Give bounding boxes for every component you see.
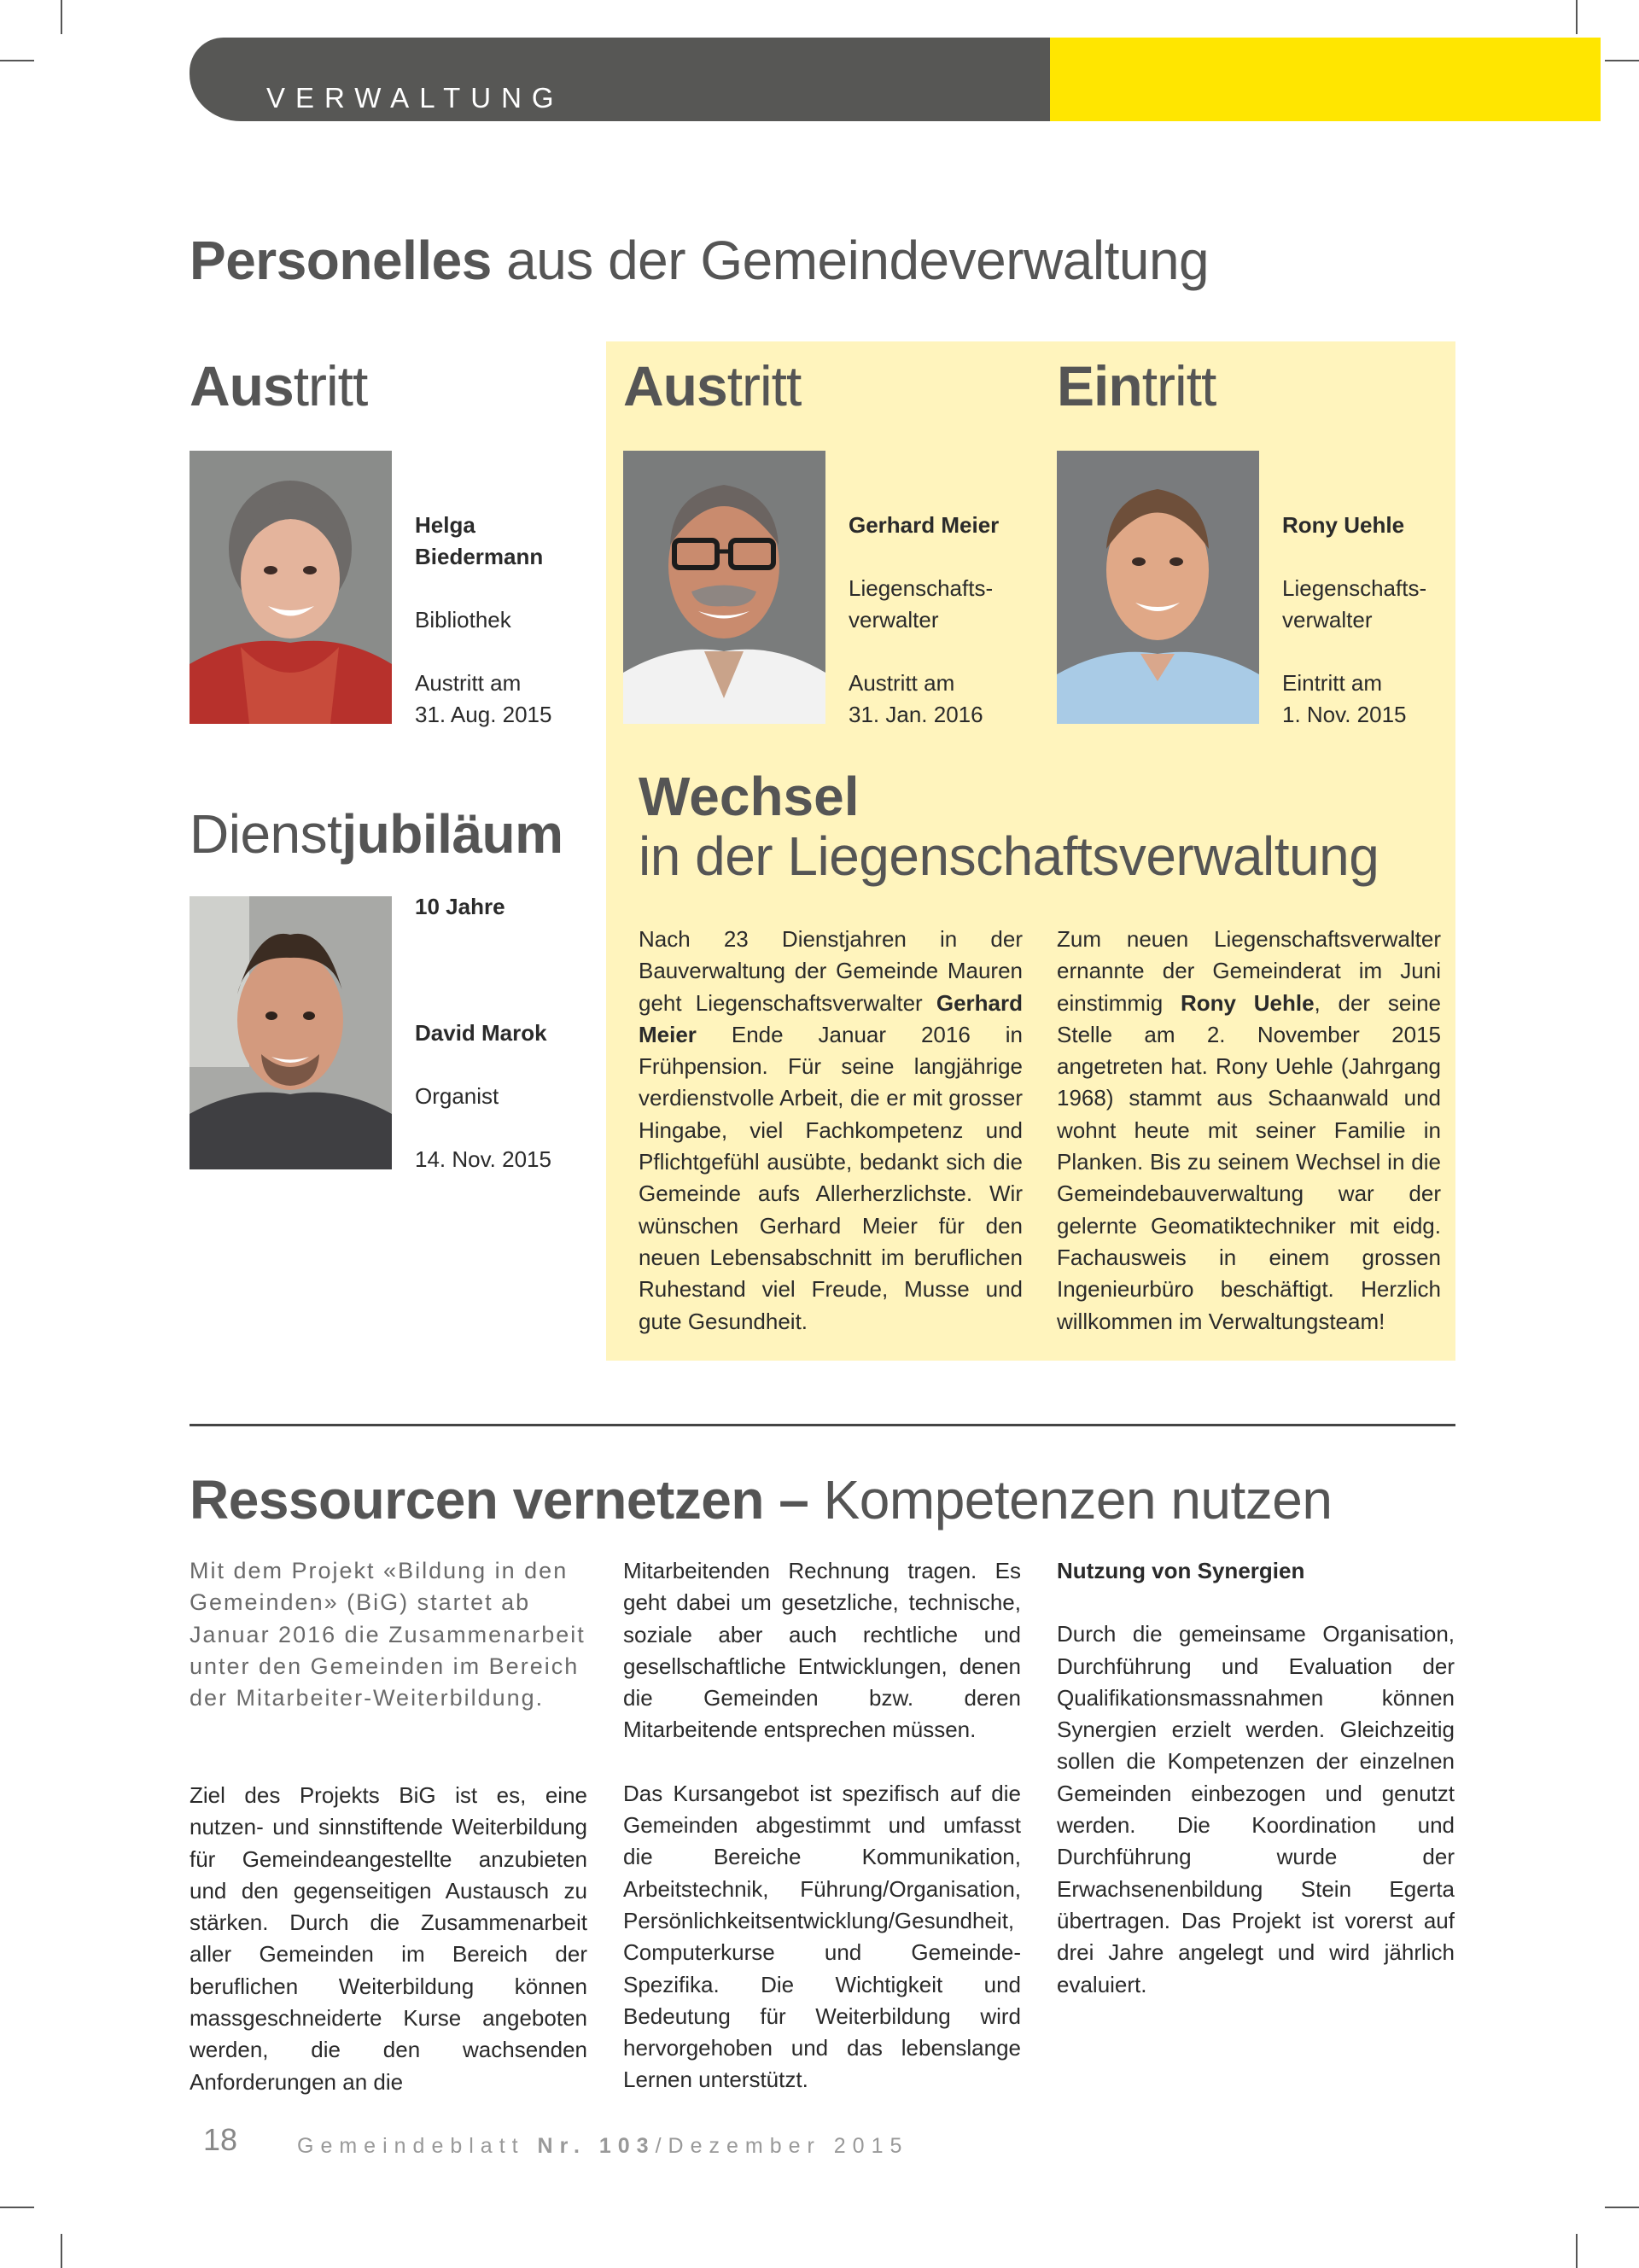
ressourcen-lead: Mit dem Projekt «Bildung in den Gemeinden» (BiG) startet ab Januar 2016 die Zusammenarbeit unter den Gemeinden im Bereich der Mitarbeiter-Weiterbildung.	[190, 1558, 586, 1711]
jubilee-role: Organist	[415, 1083, 499, 1109]
ressourcen-col1: Ziel des Projekts BiG ist es, eine nutzen- und sinnstiftende Weiterbildung für Gemeindeangestellte anzubieten und den gegenseitigen Austausch zu stärken. Durch die Zusammenarbeit aller Gemeinden im Bereich der beruflichen Weiterbildung können massgeschneiderte Kurse angeboten werden, die den wachsenden Anforderungen an die	[190, 1782, 587, 2095]
wechsel-title: Wechsel	[639, 766, 860, 827]
staff-department: Liegenschafts- verwalter	[849, 575, 994, 633]
wechsel-subtitle: in der Liegenschaftsverwaltung	[639, 825, 1379, 887]
ressourcen-col2-p2: Das Kursangebot ist spezifisch auf die Gemeinden abgestimmt und umfasst die Bereiche Kommunikation, Arbeitstechnik, Führung/Organisation, Persönlichkeitsentwicklung/Gesundheit, Computerkurse und Gemeinde-Spezifika. Die Wichtigkeit und Bedeutung für Weiterbildung wird hervorgehoben und das lebenslange Lernen unterstützt.	[623, 1780, 1021, 2093]
staff-date: 31. Aug. 2015	[415, 702, 552, 727]
portrait-david-marok	[190, 896, 392, 1169]
staff-info-helga	[415, 510, 586, 731]
ressourcen-col2-p1: Mitarbeitenden Rechnung tragen. Es geht dabei um gesetzliche, technische, soziale aber auch rechtliche und gesellschaftliche Entwicklungen, denen die Gemeinden bzw. deren Mitarbeitende entsprechen müssen.	[623, 1558, 1021, 1743]
portrait-helga-biedermann	[190, 451, 392, 724]
crop-mark	[1605, 60, 1639, 61]
section-banner-accent	[1050, 38, 1601, 121]
crop-mark	[0, 60, 34, 61]
portrait-gerhard-meier	[623, 451, 825, 724]
jubilee-heading: Dienstjubiläum	[190, 803, 563, 865]
portrait-rony-uehle	[1057, 451, 1259, 724]
ressourcen-col3	[1057, 1555, 1455, 2001]
crop-mark	[1576, 0, 1578, 34]
staff-name: Gerhard Meier	[849, 512, 1000, 538]
ressourcen-title: Ressourcen vernetzen – Kompetenzen nutzen	[190, 1469, 1333, 1530]
ressourcen-col3-text: Durch die gemeinsame Organisation, Durchführung und Evaluation der Qualifikationsmassnahmen können Synergien erzielt werden. Gleichzeitig sollen die Kompetenzen der einzelnen Gemeinden einbezogen und genutzt werden. Die Koordination und Durchführung wurde der Erwachsenenbildung Stein Egerta übertragen. Das Projekt ist vorerst auf drei Jahre angelegt und wird jährlich evaluiert.	[1057, 1621, 1455, 1997]
staff-name: Helga Biedermann	[415, 512, 544, 569]
section-divider	[190, 1424, 1455, 1426]
jubilee-info	[415, 891, 586, 1175]
ressourcen-col3-heading: Nutzung von Synergien	[1057, 1558, 1305, 1583]
staff-date: 1. Nov. 2015	[1282, 702, 1407, 727]
staff-department: Liegenschafts- verwalter	[1282, 575, 1427, 633]
staff-date: 31. Jan. 2016	[849, 702, 983, 727]
wechsel-text-left: Nach 23 Dienstjahren in der Bauverwaltung der Gemeinde Mauren geht Liegenschaftsverwalter Gerhard Meier Ende Januar 2016 in Frühpension. Für seine langjährige verdienstvolle Arbeit, die er mit grosser Hingabe, viel Fachkompetenz und Pflichtgefühl ausübte, bedankt sich die Gemeinde aufs Allerherzlichste. Wir wünschen Gerhard Meier für den neuen Lebensabschnitt im beruflichen Ruhestand viel Freude, Musse und gute Gesundheit.	[639, 926, 1023, 1334]
page-title: Personelles aus der Gemeindeverwaltung	[190, 230, 1210, 291]
staff-date-label: Austritt am	[849, 670, 955, 696]
staff-date-label: Austritt am	[415, 670, 522, 696]
crop-mark	[0, 2207, 34, 2208]
ressourcen-col2	[623, 1555, 1021, 2096]
staff-name: Rony Uehle	[1282, 512, 1405, 538]
staff-department: Bibliothek	[415, 607, 511, 633]
staff-date-label: Eintritt am	[1282, 670, 1383, 696]
crop-mark	[1576, 2234, 1578, 2268]
section-label: VERWALTUNG	[266, 82, 564, 114]
crop-mark	[61, 0, 62, 34]
wechsel-text-right: Zum neuen Liegenschaftsverwalter ernannte der Gemeinderat im Juni einstimmig Rony Uehle, der seine Stelle am 2. November 2015 angetreten hat. Rony Uehle (Jahrgang 1968) stammt aus Schaanwald und wohnt heute mit seiner Familie in Planken. Bis zu seinem Wechsel in die Gemeindebauverwaltung war der gelernte Geomatiktechniker mit eidg. Fachausweis in einem grossen Ingenieurbüro beschäftigt. Herzlich willkommen im Verwaltungsteam!	[1057, 926, 1441, 1334]
heading-eintritt: Eintritt	[1057, 354, 1216, 417]
crop-mark	[1605, 2207, 1639, 2208]
staff-info-gerhard	[849, 510, 1019, 731]
jubilee-years: 10 Jahre	[415, 894, 505, 919]
staff-info-rony	[1282, 510, 1453, 731]
heading-austritt-1: Austritt	[190, 354, 368, 417]
page-number: 18	[203, 2122, 238, 2157]
crop-mark	[61, 2234, 62, 2268]
heading-austritt-2: Austritt	[623, 354, 802, 417]
publication-footer: Gemeindeblatt Nr. 103/Dezember 2015	[297, 2134, 909, 2158]
jubilee-name: David Marok	[415, 1020, 547, 1046]
jubilee-date: 14. Nov. 2015	[415, 1146, 551, 1172]
